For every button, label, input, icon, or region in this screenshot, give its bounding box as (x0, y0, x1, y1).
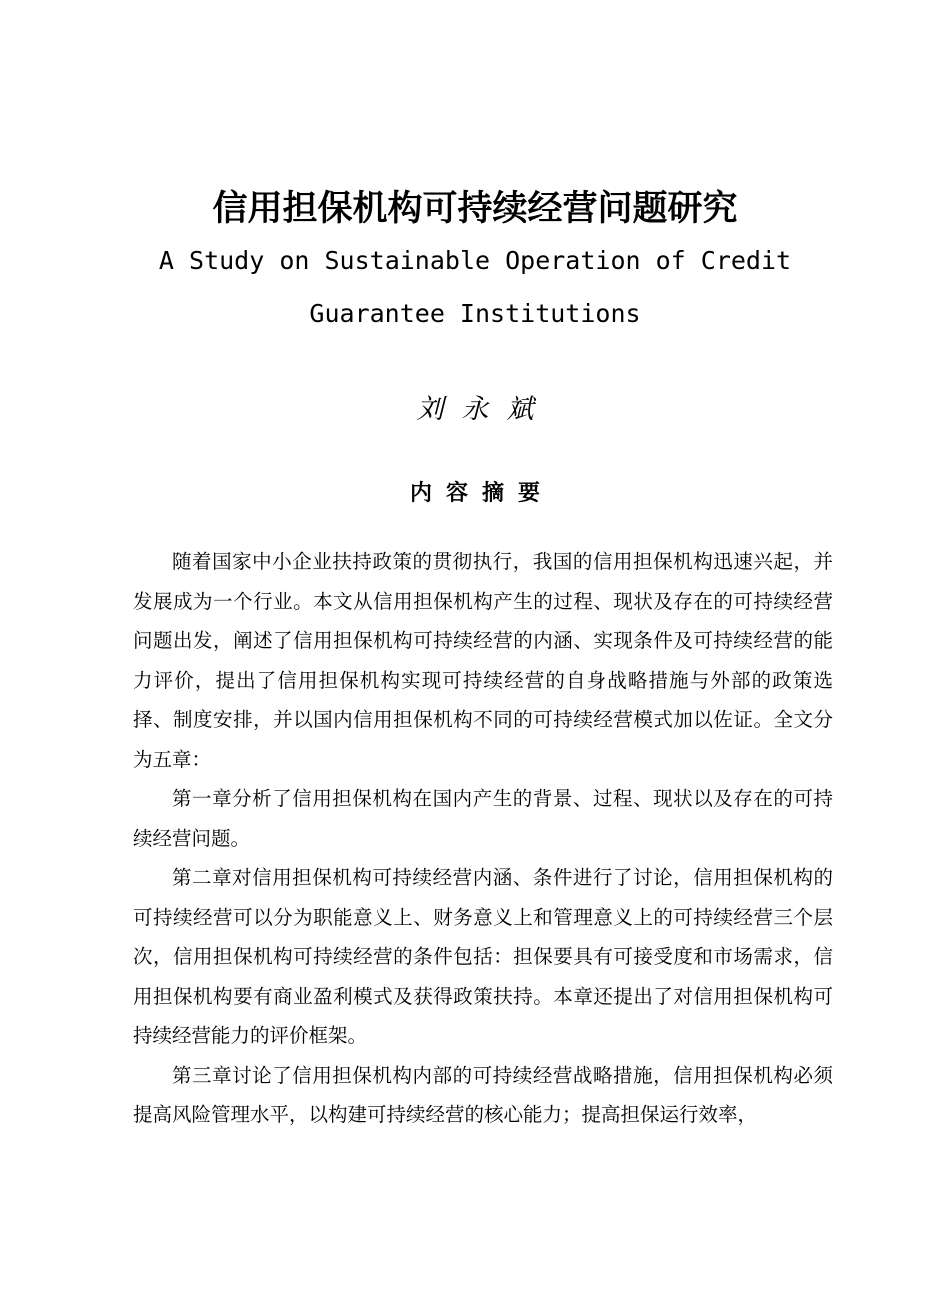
abstract-paragraph-3: 第二章对信用担保机构可持续经营内涵、条件进行了讨论，信用担保机构的可持续经营可以分为职能意义上、财务意义上和管理意义上的可持续经营三个层次，信用担保机构可持续经营的条件包括：担保要具有可接受度和市场需求，信用担保机构要有商业盈利模式及获得政策扶持。本章还提出了对信用担保机构可持续经营能力的评价框架。 (133, 866, 833, 1047)
abstract-paragraph-1: 随着国家中小企业扶持政策的贯彻执行，我国的信用担保机构迅速兴起，并发展成为一个行业。本文从信用担保机构产生的过程、现状及存在的可持续经营问题出发，阐述了信用担保机构可持续经营的内涵、实现条件及可持续经营的能力评价，提出了信用担保机构实现可持续经营的自身战略措施与外部的政策选择、制度安排，并以国内信用担保机构不同的可持续经营模式加以佐证。全文分为五章： (133, 550, 833, 771)
title-english-line-2: Guarantee Institutions (309, 299, 641, 328)
abstract-heading: 内容摘要 (409, 481, 554, 506)
author-name: 刘永斌 (416, 394, 552, 425)
title-english-line-1: A Study on Sustainable Operation of Credit (158, 246, 792, 275)
title-chinese: 信用担保机构可持续经营问题研究 (212, 189, 738, 229)
abstract-paragraph-2: 第一章分析了信用担保机构在国内产生的背景、过程、现状以及存在的可持续经营问题。 (133, 787, 833, 850)
abstract-paragraph-4: 第三章讨论了信用担保机构内部的可持续经营战略措施，信用担保机构必须提高风险管理水平，以构建可持续经营的核心能力；提高担保运行效率， (133, 1063, 833, 1126)
abstract-body (133, 542, 833, 1135)
